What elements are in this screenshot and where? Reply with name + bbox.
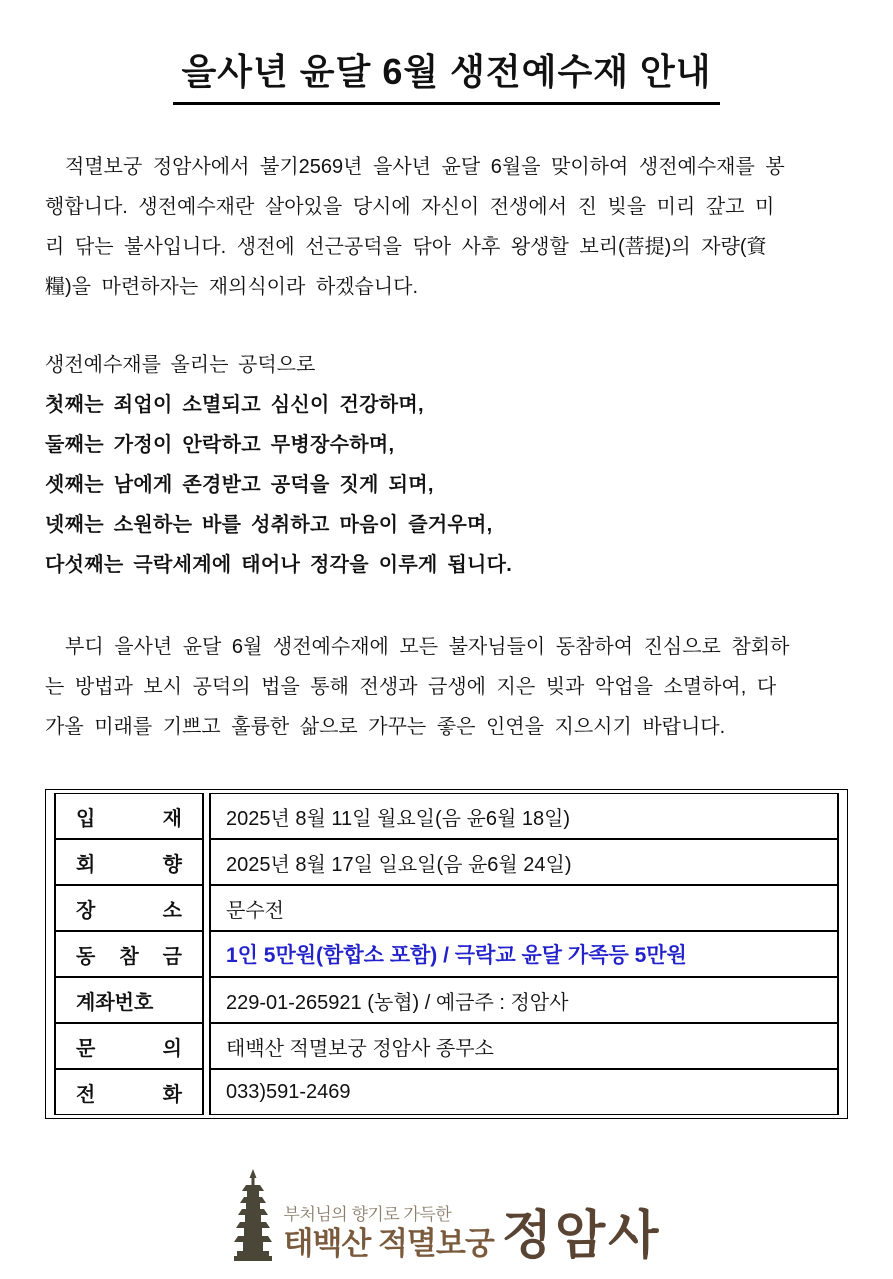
logo-temple-name: 정암사 xyxy=(501,1206,662,1265)
table-row xyxy=(54,885,839,931)
table-row xyxy=(54,931,839,977)
merits-section xyxy=(45,345,848,585)
row-label-cell xyxy=(54,793,204,839)
info-table xyxy=(45,789,848,1119)
merits-heading: 생전예수재를 올리는 공덕으로 xyxy=(45,354,316,376)
row-value: 1인 5만원(함합소 포함) / 극락교 윤달 가족등 5만원 xyxy=(209,931,839,977)
pagoda-icon xyxy=(232,1169,274,1261)
row-label: 계좌번호 xyxy=(76,991,154,1014)
closing-paragraph xyxy=(45,627,848,747)
row-label-cell xyxy=(54,839,204,885)
row-label: 전 화 xyxy=(76,1083,182,1106)
row-value: 2025년 8월 11일 월요일(음 윤6월 18일) xyxy=(209,793,839,839)
text-line: 넷째는 소원하는 바를 성취하고 마음이 즐거우며, xyxy=(45,514,493,536)
logo-tagline: 부처님의 향기로 가득한 xyxy=(283,1205,452,1224)
text-line: 리 닦는 불사입니다. 생전에 선근공덕을 닦아 사후 왕생할 보리(菩提)의 자량(資 xyxy=(45,236,767,258)
temple-logo xyxy=(45,1169,848,1265)
logo-text-stack xyxy=(284,1200,494,1261)
merits-list xyxy=(45,385,848,585)
text-line: 는 방법과 보시 공덕의 법을 통해 전생과 금생에 지은 빚과 악업을 소멸하여, 다 xyxy=(45,676,777,698)
row-label-cell xyxy=(54,1023,204,1069)
row-label-cell xyxy=(54,977,204,1023)
row-label: 입 재 xyxy=(76,807,182,830)
text-line: 다섯째는 극락세계에 태어나 정각을 이루게 됩니다. xyxy=(45,554,513,576)
row-value: 2025년 8월 17일 일요일(음 윤6월 24일) xyxy=(209,839,839,885)
page-title: 을사년 윤달 6월 생전예수재 안내 xyxy=(173,44,719,105)
text-line: 糧)을 마련하자는 재의식이라 하겠습니다. xyxy=(45,276,419,298)
row-label-cell xyxy=(54,1069,204,1115)
row-value: 문수전 xyxy=(209,885,839,931)
row-label: 장 소 xyxy=(76,899,182,922)
row-value: 태백산 적멸보궁 정암사 종무소 xyxy=(209,1023,839,1069)
text-line: 둘째는 가정이 안락하고 무병장수하며, xyxy=(45,434,395,456)
table-row xyxy=(54,1023,839,1069)
row-value: 033)591-2469 xyxy=(209,1069,839,1115)
intro-paragraph xyxy=(45,147,848,307)
logo-subtitle: 태백산 적멸보궁 xyxy=(283,1226,494,1261)
table-row xyxy=(54,1069,839,1115)
text-line: 셋째는 남에게 존경받고 공덕을 짓게 되며, xyxy=(45,474,434,496)
text-line: 적멸보궁 정암사에서 불기2569년 을사년 윤달 6월을 맞이하여 생전예수재를 봉 xyxy=(65,156,785,178)
table-row xyxy=(54,793,839,839)
text-line: 첫째는 죄업이 소멸되고 심신이 건강하며, xyxy=(45,394,424,416)
text-line: 행합니다. 생전예수재란 살아있을 당시에 자신이 전생에서 진 빚을 미리 갚고 미 xyxy=(45,196,775,218)
row-label-cell xyxy=(54,931,204,977)
row-label: 동 참 금 xyxy=(76,945,182,968)
table-row xyxy=(54,839,839,885)
title-row xyxy=(45,44,848,105)
text-line: 가올 미래를 기쁘고 훌륭한 삶으로 가꾸는 좋은 인연을 지으시기 바랍니다. xyxy=(45,716,726,738)
text-line: 부디 을사년 윤달 6월 생전예수재에 모든 불자님들이 동참하여 진심으로 참회하 xyxy=(65,636,790,658)
info-table-grid xyxy=(49,793,844,1115)
table-row xyxy=(54,977,839,1023)
row-label: 문 의 xyxy=(76,1037,182,1060)
row-value: 229-01-265921 (농협) / 예금주 : 정암사 xyxy=(209,977,839,1023)
row-label: 회 향 xyxy=(76,853,182,876)
row-label-cell xyxy=(54,885,204,931)
